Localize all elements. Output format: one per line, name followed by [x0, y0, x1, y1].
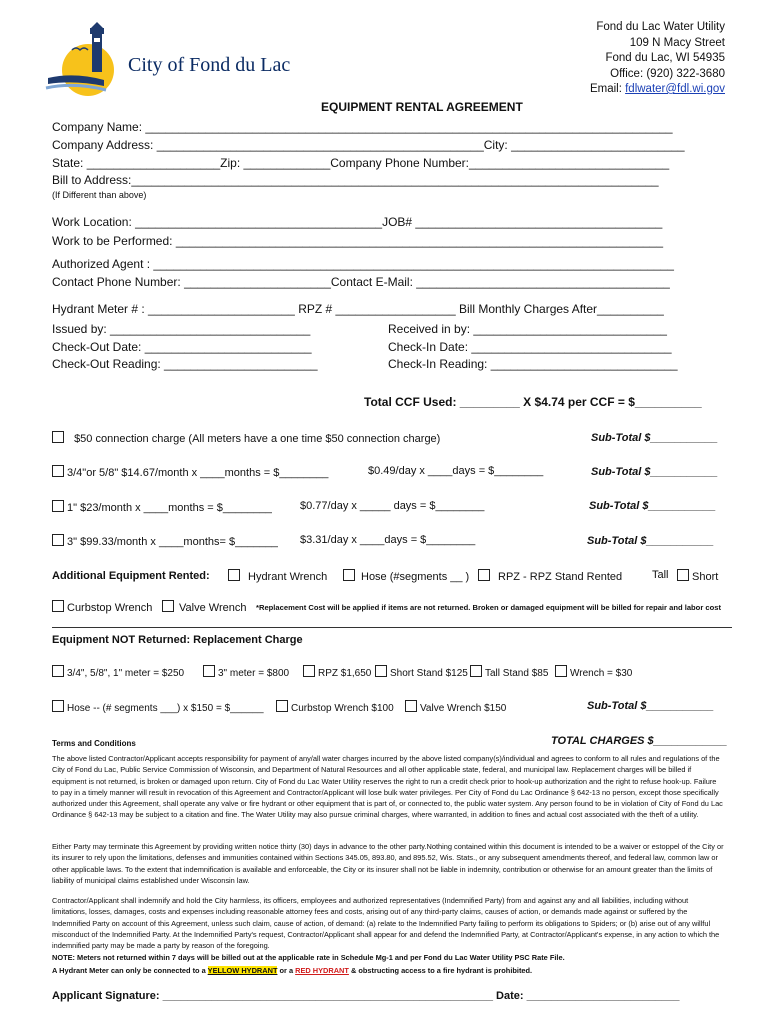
short-label: Short	[692, 571, 719, 583]
subtotal-meter-small[interactable]: Sub-Total $___________	[591, 466, 718, 478]
note-hydrant-text: A Hydrant Meter can only be connected to a	[52, 966, 208, 975]
replace-meter-small-checkbox[interactable]	[52, 665, 64, 677]
work-location-field[interactable]: Work Location: _____________________________________JOB# _____________________________________	[52, 215, 663, 229]
company-address-field[interactable]: Company Address: _________________________________________________City: __________________________	[52, 138, 685, 152]
meter-small-checkbox[interactable]	[52, 465, 64, 477]
replace-valve-option	[405, 700, 506, 714]
replace-rpz-checkbox[interactable]	[303, 665, 315, 677]
utility-address	[590, 20, 725, 98]
replace-rpz-option	[303, 665, 371, 679]
bill-to-note: (If Different than above)	[52, 190, 147, 200]
subtotal-meter-1in[interactable]: Sub-Total $___________	[589, 500, 716, 512]
lighthouse-sun-icon	[44, 20, 128, 98]
replace-tall-stand-label: Tall Stand $85	[485, 668, 549, 679]
replace-meter-3-option	[203, 665, 289, 679]
note-hydrant	[52, 966, 532, 975]
valve-checkbox[interactable]	[162, 600, 174, 612]
applicant-signature-field[interactable]: Applicant Signature: ______________________________________________________ Date: _________________________	[52, 990, 680, 1002]
checkout-date-field[interactable]: Check-Out Date: _________________________	[52, 340, 312, 354]
meter-small-label: 3/4"or 5/8" $14.67/month x ____months = $________	[67, 467, 329, 479]
replace-curbstop-label: Curbstop Wrench $100	[291, 703, 394, 714]
replace-curbstop-checkbox[interactable]	[276, 700, 288, 712]
connection-label: $50 connection charge (All meters have a one time $50 connection charge)	[74, 433, 441, 445]
replace-wrench-option	[555, 665, 632, 679]
rpz-option[interactable]	[478, 569, 622, 583]
hose-label: Hose (#segments __ )	[361, 571, 470, 583]
meter-1in-label: 1" $23/month x ____months = $________	[67, 502, 272, 514]
meter-small-daily[interactable]: $0.49/day x ____days = $________	[368, 465, 544, 477]
issued-by-field[interactable]: Issued by: ______________________________	[52, 322, 311, 336]
short-checkbox[interactable]	[677, 569, 689, 581]
replace-short-stand-option	[375, 665, 468, 679]
total-charges-field[interactable]: TOTAL CHARGES $____________	[551, 735, 728, 747]
address-line: Fond du Lac Water Utility	[596, 21, 725, 33]
note-hydrant-or: or a	[277, 966, 296, 975]
hydrant-wrench-checkbox[interactable]	[228, 569, 240, 581]
address-line: Office: (920) 322-3680	[610, 67, 725, 80]
hydrant-wrench-option[interactable]	[228, 569, 327, 583]
meter-1in-checkbox[interactable]	[52, 500, 64, 512]
subtotal-replacement[interactable]: Sub-Total $___________	[587, 700, 714, 712]
valve-label: Valve Wrench	[179, 602, 247, 614]
replace-short-stand-checkbox[interactable]	[375, 665, 387, 677]
meter-1in-daily[interactable]: $0.77/day x _____ days = $________	[300, 500, 485, 512]
replace-curbstop-option	[276, 700, 394, 714]
terms-paragraph-2: Either Party may terminate this Agreement by providing written notice thirty (30) days in advance to the other party.Nothing contained within this document is intended to be a waiver or estoppel of the City or its insurer to rely upon the limitations, defenses and immunities contained within Sections 345.05, 893.80, and 895.52, Wis. Stats., or any subsequent amendments thereof, and federal law, common law or other applicable laws. To the extent that indemnification is available and enforceable, the City or its insurer shall not be liable in indemnity, contribution or otherwise for an amount greater than the limits of liability of municipal claims established under Wisconsin law.	[52, 842, 724, 885]
red-hydrant: RED HYDRANT	[295, 966, 349, 975]
hose-checkbox[interactable]	[343, 569, 355, 581]
bill-to-field[interactable]: Bill to Address:_______________________________________________________________________________	[52, 173, 659, 187]
email-link[interactable]: fdlwater@fdl.wi.gov	[625, 83, 725, 95]
hydrant-meter-field[interactable]: Hydrant Meter # : ______________________ RPZ # __________________ Bill Monthly Charges After__________	[52, 302, 664, 316]
terms-title: Terms and Conditions	[52, 739, 136, 748]
hose-option[interactable]	[343, 569, 469, 583]
note-hydrant-end: & obstructing access to a fire hydrant is prohibited.	[348, 966, 533, 975]
state-zip-phone-field[interactable]: State: ____________________Zip: _____________Company Phone Number:______________________________	[52, 156, 670, 170]
meter-small-row	[52, 465, 328, 479]
curbstop-option[interactable]	[52, 600, 152, 614]
replace-hose-checkbox[interactable]	[52, 700, 64, 712]
meter-3in-daily[interactable]: $3.31/day x ____days = $________	[300, 534, 476, 546]
contact-field[interactable]: Contact Phone Number: ______________________Contact E-Mail: ______________________________________	[52, 275, 670, 289]
meter-3in-checkbox[interactable]	[52, 534, 64, 546]
connection-charge-row	[52, 431, 440, 445]
hydrant-wrench-label: Hydrant Wrench	[248, 571, 328, 583]
replace-meter-3-checkbox[interactable]	[203, 665, 215, 677]
received-by-field[interactable]: Received in by: _____________________________	[388, 322, 667, 336]
replace-wrench-checkbox[interactable]	[555, 665, 567, 677]
address-line: 109 N Macy Street	[629, 36, 725, 49]
authorized-agent-field[interactable]: Authorized Agent : ______________________________________________________________________________	[52, 257, 674, 271]
work-performed-field[interactable]: Work to be Performed: _________________________________________________________________________	[52, 234, 664, 248]
replace-tall-stand-option	[470, 665, 548, 679]
subtotal-meter-3in[interactable]: Sub-Total $___________	[587, 535, 714, 547]
not-returned-title: Equipment NOT Returned: Replacement Charge	[52, 634, 303, 646]
address-line: Fond du Lac, WI 54935	[605, 52, 725, 64]
valve-option[interactable]	[162, 600, 246, 614]
subtotal-connection[interactable]: Sub-Total $___________	[591, 432, 718, 444]
rpz-label: RPZ - RPZ Stand Rented	[498, 571, 623, 583]
replace-meter-small-label: 3/4", 5/8", 1" meter = $250	[67, 668, 185, 679]
curbstop-label: Curbstop Wrench	[67, 602, 153, 614]
total-ccf-field[interactable]: Total CCF Used: _________ X $4.74 per CCF = $__________	[364, 395, 702, 409]
replace-valve-checkbox[interactable]	[405, 700, 417, 712]
replacement-note: *Replacement Cost will be applied if items are not returned. Broken or damaged equipment will be billed for repair and labor cost	[256, 603, 721, 612]
short-option[interactable]	[677, 569, 718, 583]
curbstop-checkbox[interactable]	[52, 600, 64, 612]
terms-paragraph-1: The above listed Contractor/Applicant accepts responsibility for payment of any/all water charges incurred by the above listed company(s)/individual and agrees to conform to all rules and regulations of the City of Fond du Lac, Public Service Commission of Wisconsin, and Department of Natural Resources and all other applicable state, federal, and municipal law. Replacement charges will be billed if equipment is not returned, is broken or damaged upon return. City of Fond du Lac Water Utility reserves the right to run a credit check prior to hook-up authorization and the right to refuse hook-up. Failure to pay in a timely manner will result in revocation of this Agreement and Contractor/Applicant will lose bulk water privileges. Per City of Fond du Lac Ordinance § 642-13 no person, except those specifically authorized under this Agreement, shall operate any valve or fire hydrant or other equipment that is part of, or connected to, the public water system. Any person found to be in violation of City of Fond du Lac Ordinance § 642-13 may be subject to a citation and fine. The Water Utility may also pursue criminal charges, where warranted, in addition to fines and actual cost associated with the theft of a utility.	[52, 754, 723, 820]
company-name-field[interactable]: Company Name: _______________________________________________________________________________	[52, 120, 673, 134]
email-line: Email: fdlwater@fdl.wi.gov	[589, 83, 725, 95]
replace-tall-stand-checkbox[interactable]	[470, 665, 482, 677]
checkin-date-field[interactable]: Check-In Date: ______________________________	[388, 340, 672, 354]
tall-option[interactable]	[652, 569, 669, 581]
replace-rpz-label: RPZ $1,650	[318, 668, 372, 679]
divider	[52, 627, 732, 628]
replace-short-stand-label: Short Stand $125	[390, 668, 468, 679]
checkin-reading-field[interactable]: Check-In Reading: ____________________________	[388, 357, 678, 371]
tall-label: Tall	[652, 569, 669, 581]
replace-hose-label: Hose -- (# segments ___) x $150 = $______	[67, 703, 264, 714]
org-name: City of Fond du Lac	[128, 54, 291, 76]
meter-3in-label: 3" $99.33/month x ____months= $_______	[67, 536, 278, 548]
replace-hose-option	[52, 700, 264, 714]
meter-3in-row	[52, 534, 278, 548]
connection-checkbox[interactable]	[52, 431, 64, 443]
city-logo	[44, 20, 304, 100]
yellow-hydrant: YELLOW HYDRANT	[207, 966, 278, 975]
replace-meter-3-label: 3" meter = $800	[218, 668, 290, 679]
replace-valve-label: Valve Wrench $150	[420, 703, 507, 714]
additional-equipment-label: Additional Equipment Rented:	[52, 570, 210, 582]
replacement-row-1	[52, 665, 184, 679]
replace-wrench-label: Wrench = $30	[570, 668, 633, 679]
note-meters: NOTE: Meters not returned within 7 days will be billed out at the applicable rate in Schedule Mg-1 and per Fond du Lac Water Utility PSC Rate File.	[52, 953, 565, 962]
terms-paragraph-3: Contractor/Applicant shall indemnify and hold the City harmless, its officers, employees and authorized representatives (Indemnified Party) from and against any and all liabilities, including without limitations, losses, damages, costs and expenses including reasonable attorney fees and costs, arising out of any third-party claims, causes of action, or demands made against or suffered by the Indemnified Party on account of this Agreement, unless such claim, cause of action, of demand: (a) relate to the Indemnified Party failing to perform its obligations to Spiders; or (b) arise out of any willful misconduct of the Indemnified Party. At the Indemnified Party's request, Contractor/Applicant shall appear for and defend the Indemnified Party, at Contractor/Applicant's expense, in any action to which the indemnified party may be made a party by reason of the foregoing.	[52, 896, 720, 951]
checkout-reading-field[interactable]: Check-Out Reading: _______________________	[52, 357, 318, 371]
page-title: EQUIPMENT RENTAL AGREEMENT	[321, 100, 523, 114]
meter-1in-row	[52, 500, 272, 514]
rpz-checkbox[interactable]	[478, 569, 490, 581]
